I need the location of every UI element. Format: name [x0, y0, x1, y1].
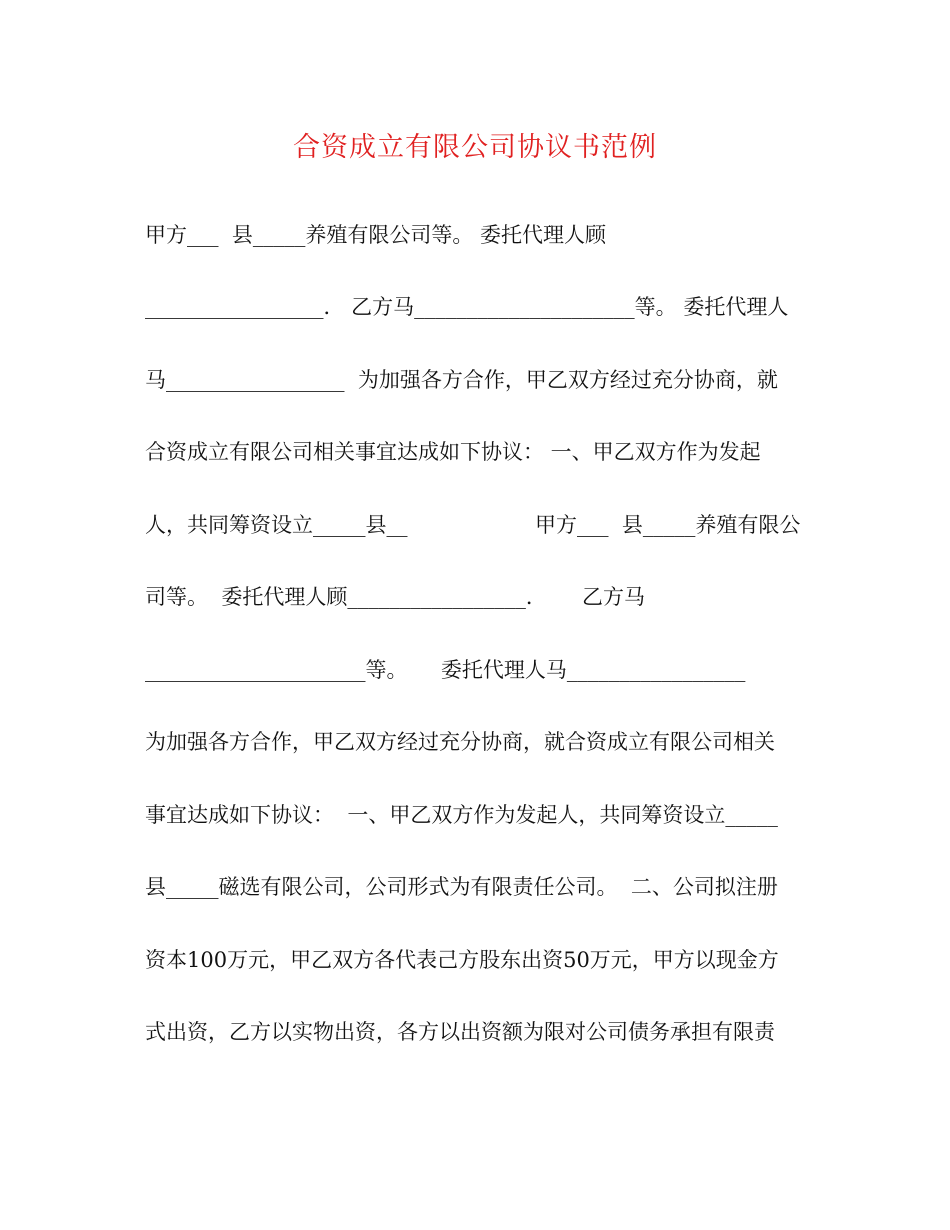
paragraph-line: 马_________________ 为加强各方合作，甲乙双方经过充分协商，就	[145, 368, 778, 392]
paragraph-line: 人，共同筹资设立_____县__	[145, 513, 408, 537]
document-title: 合资成立有限公司协议书范例	[293, 132, 657, 163]
paragraph-line: 司等。 委托代理人顾_________________．	[145, 585, 547, 609]
paragraph-line: 事宜达成如下协议： 一、甲乙双方作为发起人，共同筹资设立_____	[145, 803, 778, 827]
paragraph-line: _____________________等。 委托代理人马_________________	[145, 658, 746, 682]
paragraph-line: 为加强各方合作，甲乙双方经过充分协商，就合资成立有限公司相关	[145, 730, 775, 754]
paragraph-line: 甲方___ 县_____养殖有限公	[535, 513, 801, 537]
paragraph-line: 资本100万元，甲乙双方各代表己方股东出资50万元，甲方以现金方	[145, 948, 779, 972]
paragraph-line: 甲方___ 县_____养殖有限公司等。 委托代理人顾	[145, 223, 607, 247]
paragraph-line: 式出资，乙方以实物出资，各方以出资额为限对公司债务承担有限责	[145, 1020, 775, 1044]
paragraph-line: 合资成立有限公司相关事宜达成如下协议： 一、甲乙双方作为发起	[145, 440, 761, 464]
paragraph-line: _________________． 乙方马_____________________等。 委托代理人	[145, 295, 789, 319]
paragraph-line: 县_____磁选有限公司，公司形式为有限责任公司。 二、公司拟注册	[145, 875, 778, 899]
paragraph-line: 乙方马	[582, 585, 645, 609]
